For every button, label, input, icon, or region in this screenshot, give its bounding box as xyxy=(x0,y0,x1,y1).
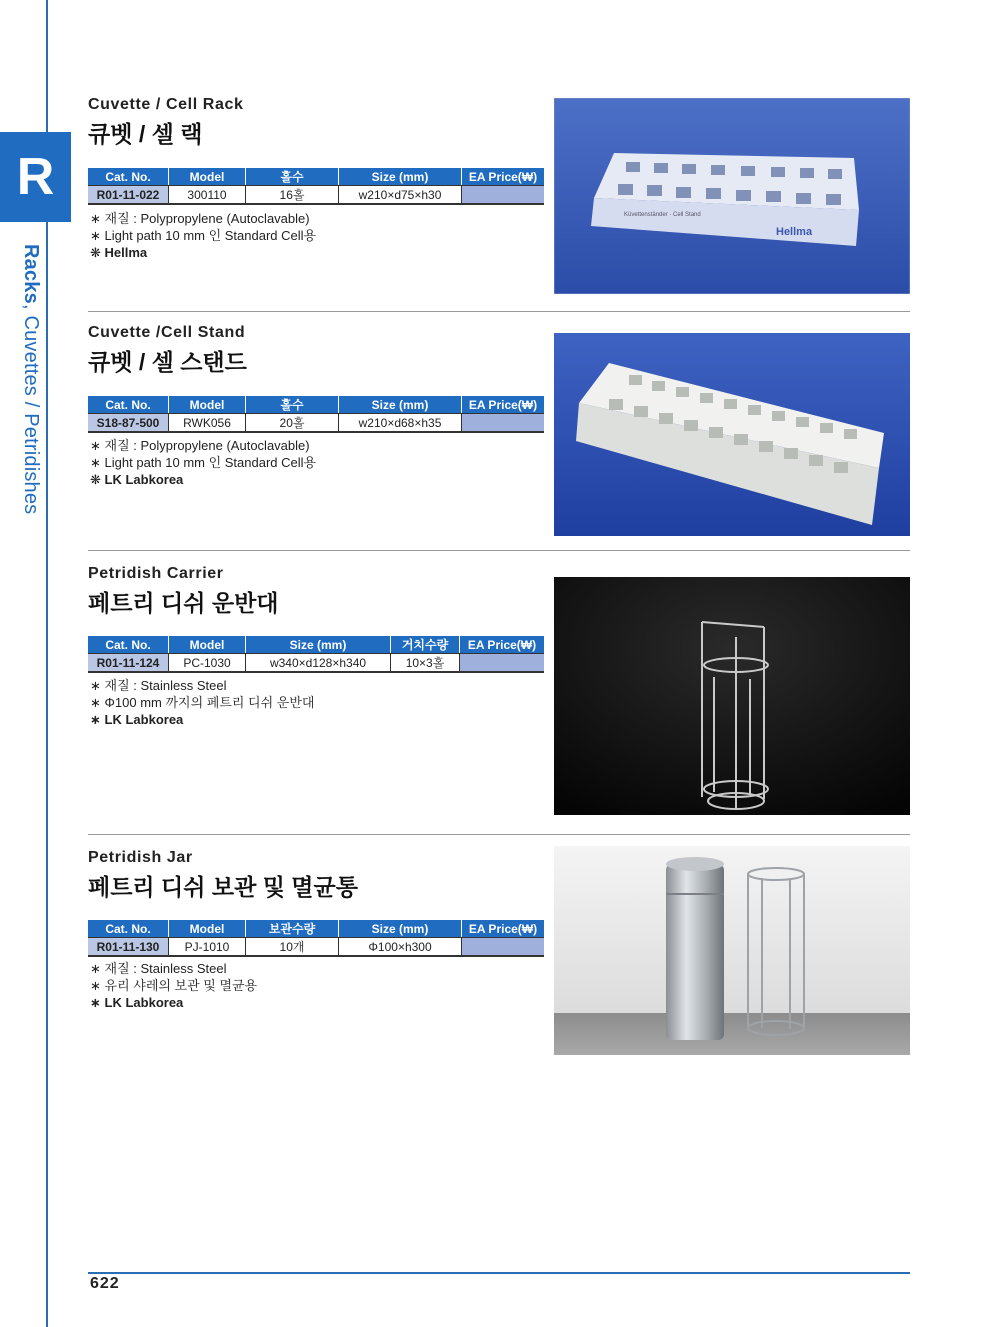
brand-line: ❋ Hellma xyxy=(90,245,148,260)
note-line: ∗ 재질 : Stainless Steel xyxy=(90,678,227,693)
col-size: Size (mm) xyxy=(339,920,462,938)
col-model: Model xyxy=(169,636,246,654)
storage-count: 10개 xyxy=(246,938,339,957)
rack-printed-label: Küvettenständer · Cell Stand xyxy=(624,212,701,218)
note-line: ∗ Φ100 mm 까지의 페트리 디쉬 운반대 xyxy=(90,695,315,710)
note-line: ∗ 유리 샤레의 보관 및 멸균용 xyxy=(90,978,258,993)
cuvette-rack-photo xyxy=(554,98,910,294)
col-price: EA Price(₩) xyxy=(462,396,545,414)
product-title-ko: 페트리 디쉬 운반대 xyxy=(88,590,279,616)
product-title-en: Cuvette /Cell Stand xyxy=(88,324,246,341)
brand-line: ∗ LK Labkorea xyxy=(90,995,184,1010)
col-cat: Cat. No. xyxy=(88,636,169,654)
petridish-jar-photo xyxy=(554,846,910,1055)
hole-count: 20홀 xyxy=(246,414,339,433)
footer-rule xyxy=(88,1272,910,1274)
side-label-bold: Racks xyxy=(20,244,42,304)
table-row xyxy=(88,186,544,205)
col-capacity: 거치수량 xyxy=(391,636,460,654)
page-number: 622 xyxy=(90,1275,120,1292)
table-row xyxy=(88,654,544,673)
cat-no: S18-87-500 xyxy=(88,414,169,433)
col-model: Model xyxy=(169,920,246,938)
col-price: EA Price(₩) xyxy=(460,636,545,654)
capacity: 10×3홀 xyxy=(391,654,460,673)
col-cat: Cat. No. xyxy=(88,920,169,938)
cat-no: R01-11-124 xyxy=(88,654,169,673)
cat-no: R01-11-022 xyxy=(88,186,169,205)
product-notes xyxy=(90,210,316,261)
spec-table xyxy=(88,636,544,673)
product-notes xyxy=(90,437,316,488)
size: Φ100×h300 xyxy=(339,938,462,957)
model: PJ-1010 xyxy=(169,938,246,957)
brand-line: ∗ LK Labkorea xyxy=(90,712,184,727)
product-title-en: Cuvette / Cell Rack xyxy=(88,96,244,113)
col-holes: 홀수 xyxy=(246,168,339,186)
hellma-logo: Hellma xyxy=(776,226,813,238)
spec-table xyxy=(88,920,544,957)
petridish-carrier-photo xyxy=(554,577,910,815)
size: w340×d128×h340 xyxy=(246,654,391,673)
col-cat: Cat. No. xyxy=(88,396,169,414)
model: PC-1030 xyxy=(169,654,246,673)
size: w210×d75×h30 xyxy=(339,186,462,205)
side-category-label xyxy=(14,244,44,544)
section-divider xyxy=(88,834,910,835)
col-price: EA Price(₩) xyxy=(462,168,545,186)
col-model: Model xyxy=(169,396,246,414)
product-title-en: Petridish Carrier xyxy=(88,565,224,582)
side-label-rest: , Cuvettes / Petridishes xyxy=(20,303,42,515)
note-line: ∗ 재질 : Polypropylene (Autoclavable) xyxy=(90,438,310,453)
brand-line: ❋ LK Labkorea xyxy=(90,472,184,487)
spec-table xyxy=(88,168,544,205)
note-line: ∗ Light path 10 mm 인 Standard Cell용 xyxy=(90,455,317,470)
section-divider xyxy=(88,311,910,312)
cat-no: R01-11-130 xyxy=(88,938,169,957)
table-row xyxy=(88,938,544,957)
note-line: ∗ Light path 10 mm 인 Standard Cell용 xyxy=(90,228,317,243)
price xyxy=(460,654,545,673)
col-size: Size (mm) xyxy=(339,396,462,414)
price xyxy=(462,414,545,433)
model: 300110 xyxy=(169,186,246,205)
product-title-en: Petridish Jar xyxy=(88,849,193,866)
hole-count: 16홀 xyxy=(246,186,339,205)
product-title-ko: 큐벳 / 셀 스탠드 xyxy=(88,349,247,375)
note-line: ∗ 재질 : Polypropylene (Autoclavable) xyxy=(90,211,310,226)
col-holes: 홀수 xyxy=(246,396,339,414)
cuvette-stand-photo xyxy=(554,333,910,536)
col-size: Size (mm) xyxy=(246,636,391,654)
col-storage: 보관수량 xyxy=(246,920,339,938)
price xyxy=(462,186,545,205)
price xyxy=(462,938,545,957)
model: RWK056 xyxy=(169,414,246,433)
section-tab: R xyxy=(0,132,71,222)
product-title-ko: 페트리 디쉬 보관 및 멸균통 xyxy=(88,874,358,900)
product-notes xyxy=(90,677,314,728)
product-title-ko: 큐벳 / 셀 랙 xyxy=(88,121,203,147)
col-size: Size (mm) xyxy=(339,168,462,186)
size: w210×d68×h35 xyxy=(339,414,462,433)
table-row xyxy=(88,414,544,433)
col-price: EA Price(₩) xyxy=(462,920,545,938)
spec-table xyxy=(88,396,544,433)
col-model: Model xyxy=(169,168,246,186)
note-line: ∗ 재질 : Stainless Steel xyxy=(90,961,227,976)
section-divider xyxy=(88,550,910,551)
product-notes xyxy=(90,960,257,1011)
col-cat: Cat. No. xyxy=(88,168,169,186)
